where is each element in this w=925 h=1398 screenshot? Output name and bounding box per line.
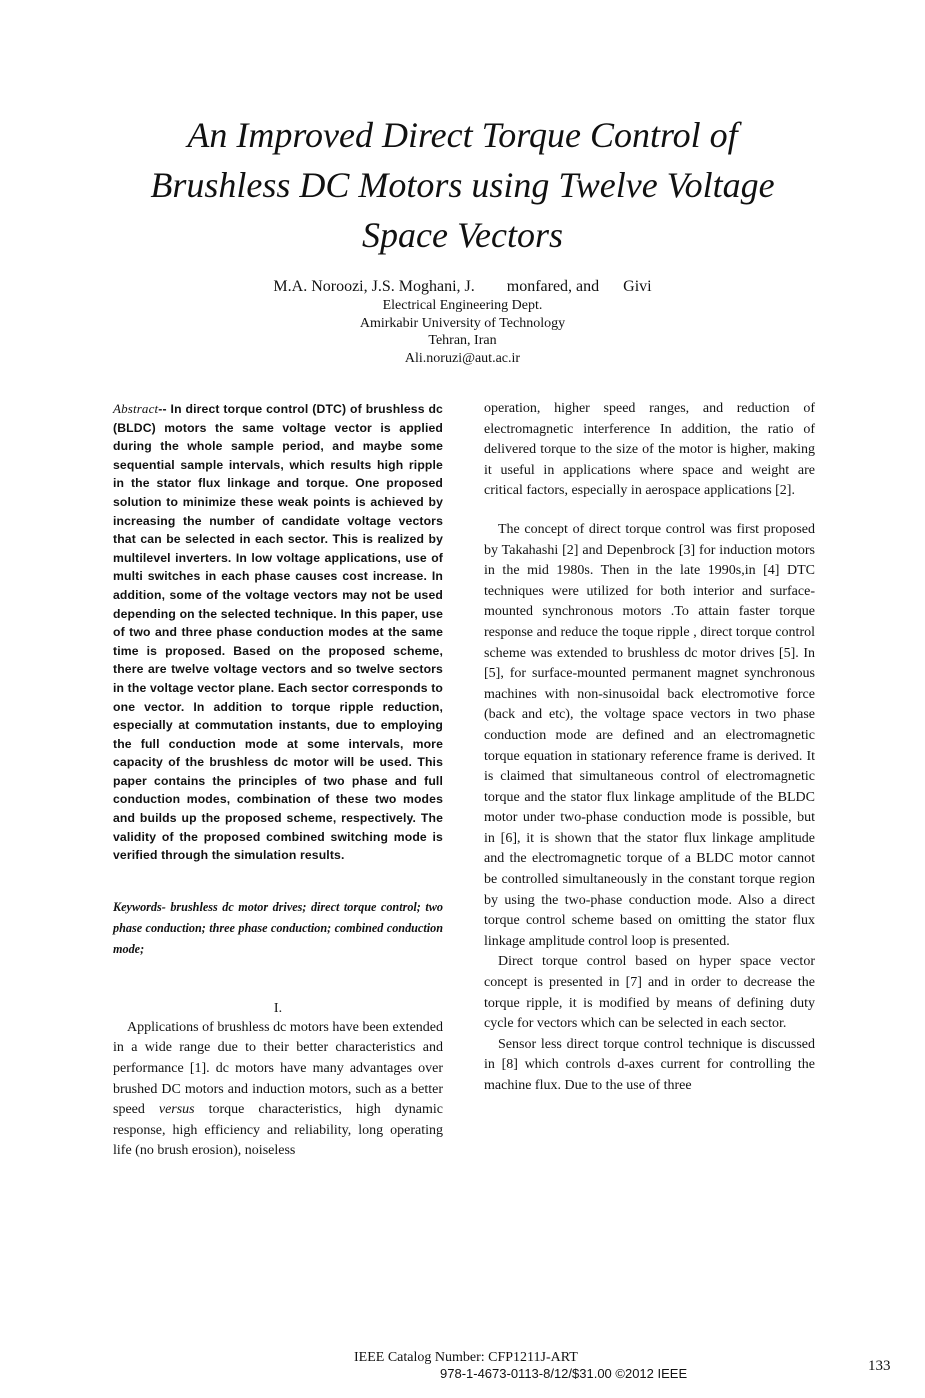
affiliation-city: Tehran, Iran bbox=[428, 333, 497, 348]
affiliation-dept: Electrical Engineering Dept. bbox=[382, 298, 543, 313]
affiliation-university: Amirkabir University of Technology bbox=[359, 315, 566, 331]
section-heading-introduction: I. bbox=[273, 1000, 283, 1016]
keywords-text: brushless dc motor drives; direct torque control; two phase conduction; three phase conduction; combined conduction mode; bbox=[113, 899, 443, 956]
affiliation bbox=[160, 297, 765, 367]
paragraph-gap bbox=[484, 502, 815, 520]
abstract-text: -- In direct torque control (DTC) of brushless dc (BLDC) motors the same voltage vector is applied during the whole sample period, and maybe some sequential sample intervals, which results high ripple in the stator flux linkage and torque. One proposed solution to minimize these weak points is achieved by increasing the number of candidate voltage vectors that can be selected in each sector. This is realized by multilevel inverters. In low voltage applications, use of multi switches in each phase causes cost increase. In addition, some of the voltage vectors may not be used depending on the selected technique. In this paper, use of two and three phase conduction modes at the same time is proposed. Based on the proposed scheme, there are twelve voltage vectors and so twelve sectors in the voltage vector plane. Each sector corresponds to one vector. In addition to torque ripple reduction, especially at commutation instants, due to employing the full conduction mode at some intervals, more capacity of the brushless dc motor will be used. This paper contains the principles of two phase and full conduction modes, combination of these two modes and builds up the proposed scheme, respectively. The validity of the proposed combined switching mode is verified through the simulation results. bbox=[113, 402, 443, 863]
intro-paragraph-part2: torque characteristics, high dynamic response, high efficiency and reliability, long operating life (no brush erosion), noiseless bbox=[113, 1102, 443, 1159]
title-line-3: Space Vectors bbox=[362, 215, 563, 255]
affiliation-email: Ali.noruzi@aut.ac.ir bbox=[404, 350, 521, 366]
title-line-2: Brushless DC Motors using Twelve Voltage bbox=[150, 165, 775, 205]
paper-title bbox=[80, 110, 845, 260]
right-paragraph-3: Direct torque control based on hyper space vector concept is presented in [7] and in order to decrease the torque ripple, it is modified by means of defining duty cycle for vectors which can be selected in each sector. bbox=[484, 954, 815, 1032]
intro-versus: versus bbox=[158, 1102, 195, 1118]
footer-catalog: IEEE Catalog Number: CFP1211J-ART bbox=[354, 1350, 578, 1365]
author-list: M.A. Noroozi, J.S. Moghani, J. monfared, and Givi bbox=[273, 278, 652, 295]
abstract bbox=[113, 400, 443, 865]
right-column bbox=[484, 399, 815, 1097]
title-line-1: An Improved Direct Torque Control of bbox=[187, 115, 738, 155]
right-paragraph-4: Sensor less direct torque control technique is discussed in [8] which controls d-axes current for controlling the machine flux. Due to the use of three bbox=[484, 1036, 815, 1093]
keywords bbox=[113, 897, 443, 960]
intro-paragraph-part1: Applications of brushless dc motors have been extended in a wide range due to their better characteristics and performance [1]. dc motors have many advantages over brushed DC motors and induction motors, such as a better speed bbox=[113, 1019, 443, 1118]
abstract-label: Abstract bbox=[113, 401, 159, 416]
right-paragraph-2: The concept of direct torque control was first proposed by Takahashi [2] and Depenbrock [3] for induction motors in the mid 1980s. Then in the late 1990s,in [4] DTC techniques were utilized for both interior and surface-mounted synchronous motors .To attain faster torque response and reduce the toque ripple , direct torque control scheme was extended to brushless dc motor drives [5]. In [5], for surface-mounted permanent magnet synchronous machines with non-sinusoidal back electromotive force (back and etc), the voltage space vectors in two phase conduction mode are defined and an electromagnetic torque equation in stationary reference frame is derived. It is claimed that simultaneous control of electromagnetic torque and the stator flux linkage amplitude of the BLDC motor under two-phase conduction mode is possible, but in [6], it is shown that the stator flux linkage amplitude and the electromagnetic torque of a BLDC motor cannot be controlled simultaneously in the constant torque region by using the two-phase conduction mode. Also a direct torque control scheme based on omitting the stator flux linkage amplitude control loop is presented. bbox=[484, 521, 815, 949]
footer-isbn: 978-1-4673-0113-8/12/$31.00 ©2012 IEEE bbox=[440, 1366, 688, 1381]
intro-paragraph bbox=[113, 1018, 443, 1162]
page-number: 133 bbox=[868, 1358, 891, 1374]
keywords-label: Keywords- bbox=[113, 899, 166, 914]
left-column bbox=[113, 400, 443, 1162]
right-paragraph-1: operation, higher speed ranges, and reduction of electromagnetic interference In addition, the ratio of delivered torque to the size of the motor is higher, making it useful in applications where space and weight are critical factors, especially in aerospace applications [2]. bbox=[484, 401, 815, 499]
